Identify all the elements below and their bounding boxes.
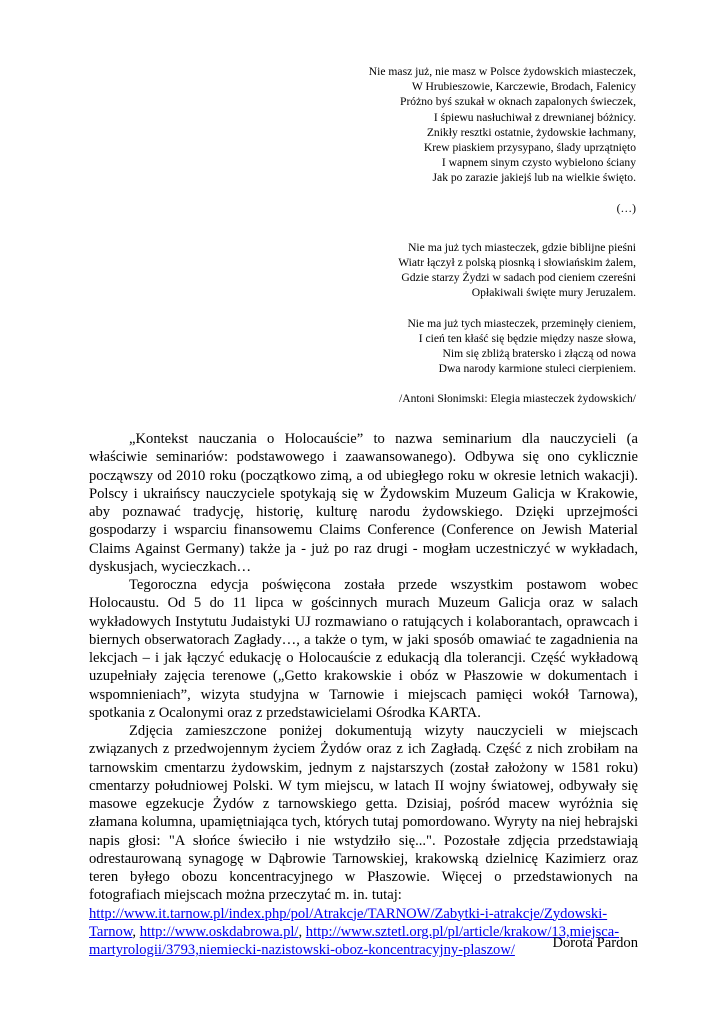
article-paragraph-2: Tegoroczna edycja poświęcona została przede wszystkim postawom wobec Holocaustu. Od 5 do 11 lipca w gościnnych murach Muzeum Galicja oraz w salach wykładowych Instytutu Judaistyki UJ rozmawiano o ratujących i kolaborantach, oprawcach i biernych obserwatorach Zagłady…, a także o tym, w jaki sposób omawiać te zagadnienia na lekcjach – i jak łączyć edukację o Holocauście z edukacją dla tolerancji. Część wykładową uzupełniały zajęcia terenowe („Getto krakowskie i obóz w Płaszowie w dokumentach i wspomnieniach”, wizyta studyjna w Tarnowie i miejscach pamięci wokół Tarnowa), spotkania z Ocalonymi oraz z przedstawicielami Ośrodka KARTA.: [89, 577, 638, 721]
poem-stanza-3: [200, 316, 636, 377]
poem-line: Dwa narody karmione stuleci cierpieniem.: [438, 362, 636, 376]
link-tarnow[interactable]: http://www.it.tarnow.pl/index.php/pol/Atrakcje/TARNOW/Zabytki-i-atrakcje/Zydowski-Tarnow: [89, 905, 608, 940]
poem-line: W Hrubieszowie, Karczewie, Brodach, Falenicy: [411, 80, 636, 94]
poem-ellipsis: (…): [616, 201, 636, 215]
author-signature: Dorota Pardon: [552, 935, 638, 951]
poem-line: Próżno byś szukał w oknach zapalonych świeczek,: [400, 95, 636, 109]
link-oskdabrowa[interactable]: http://www.oskdabrowa.pl/: [139, 923, 299, 940]
poem-line: Gdzie starzy Żydzi w sadach pod cieniem czereśni: [401, 271, 636, 285]
poem-stanza-2: [200, 240, 636, 301]
article-paragraph-1: „Kontekst nauczania o Holocauście” to nazwa seminarium dla nauczycieli (a właściwie seminariów: podstawowego i zaawansowanego). Odbywa się ono cyklicznie począwszy od 2010 roku (początkowo zimą, a od ubiegłego roku w okresie letnich wakacji). Polscy i ukraińscy nauczyciele spotykają się w Żydowskim Muzeum Galicja w Krakowie, aby poznawać tradycję, historię, kulturę narodu żydowskiego. Dzięki uprzejmości gospodarzy i wsparciu finansowemu Claims Conference (Conference on Jewish Material Claims Against Germany) także ja - już po raz drugi - mogłam uczestniczyć w wykładach, dyskusjach, wycieczkach…: [89, 431, 638, 575]
poem-line: Jak po zarazie jakiejś lub na wielkie święto.: [432, 171, 636, 185]
poem-line: Nim się zbliżą bratersko i złączą od nowa: [442, 347, 636, 361]
poem-attribution: /Antoni Słonimski: Elegia miasteczek żydowskich/: [399, 392, 636, 406]
link-separator: ,: [132, 923, 140, 940]
poem-line: I śpiewu nasłuchiwał z drewnianej bóżnicy.: [433, 110, 636, 124]
poem-line: Nie ma już tych miasteczek, gdzie biblijne pieśni: [408, 240, 636, 254]
poem-epigraph: [200, 64, 636, 407]
poem-line: Wiatr łączył z polską piosnką i słowiańskim żalem,: [398, 256, 636, 270]
poem-line: Nie ma już tych miasteczek, przeminęły cieniem,: [407, 316, 636, 330]
poem-line: Nie masz już, nie masz w Polsce żydowskich miasteczek,: [368, 65, 636, 78]
poem-line: Opłakiwali święte mury Jeruzalem.: [471, 286, 636, 300]
poem-line: Znikły resztki ostatnie, żydowskie łachmany,: [426, 125, 636, 139]
article-body: [89, 430, 638, 959]
poem-line: I wapnem sinym czysto wybielono ściany: [441, 156, 636, 170]
link-sztetl-plaszow[interactable]: http://www.sztetl.org.pl/pl/article/krakow/13,miejsca-martyrologii/3793,niemiecki-nazistowski-oboz-koncentracyjny-plaszow/: [89, 923, 620, 958]
article-paragraph-3: Zdjęcia zamieszczone poniżej dokumentują wizyty nauczycieli w miejscach związanych z przedwojennym życiem Żydów oraz z ich Zagładą. Część z nich zrobiłam na tarnowskim cmentarzu żydowskim, jednym z najstarszych (został założony w 1581 roku) cmentarzy południowej Polski. W tym miejscu, w latach II wojny światowej, odbywały się masowe egzekucje Żydów z tarnowskiego getta. Dzisiaj, pośród macew wyróżnia się złamana kolumna, upamiętniająca tych, których tutaj pomordowano. Wyryty na niej hebrajski napis głosi: "A słońce świeciło i nie wstydziło się...". Pozostałe zdjęcia przedstawiają odrestaurowaną synagogę w Dąbrowie Tarnowskiej, krakowską dzielnicę Kazimierz oraz teren byłego obozu koncentracyjnego w Płaszowie. Więcej o przedstawionych na fotografiach miejscach można przeczytać m. in. tutaj:: [89, 723, 638, 904]
poem-line: Krew piaskiem przysypano, ślady uprzątnięto: [423, 141, 636, 155]
link-separator: ,: [298, 923, 306, 940]
poem-line: I cień ten kłaść się będzie między nasze słowa,: [418, 331, 636, 345]
poem-stanza-1: [200, 64, 636, 186]
